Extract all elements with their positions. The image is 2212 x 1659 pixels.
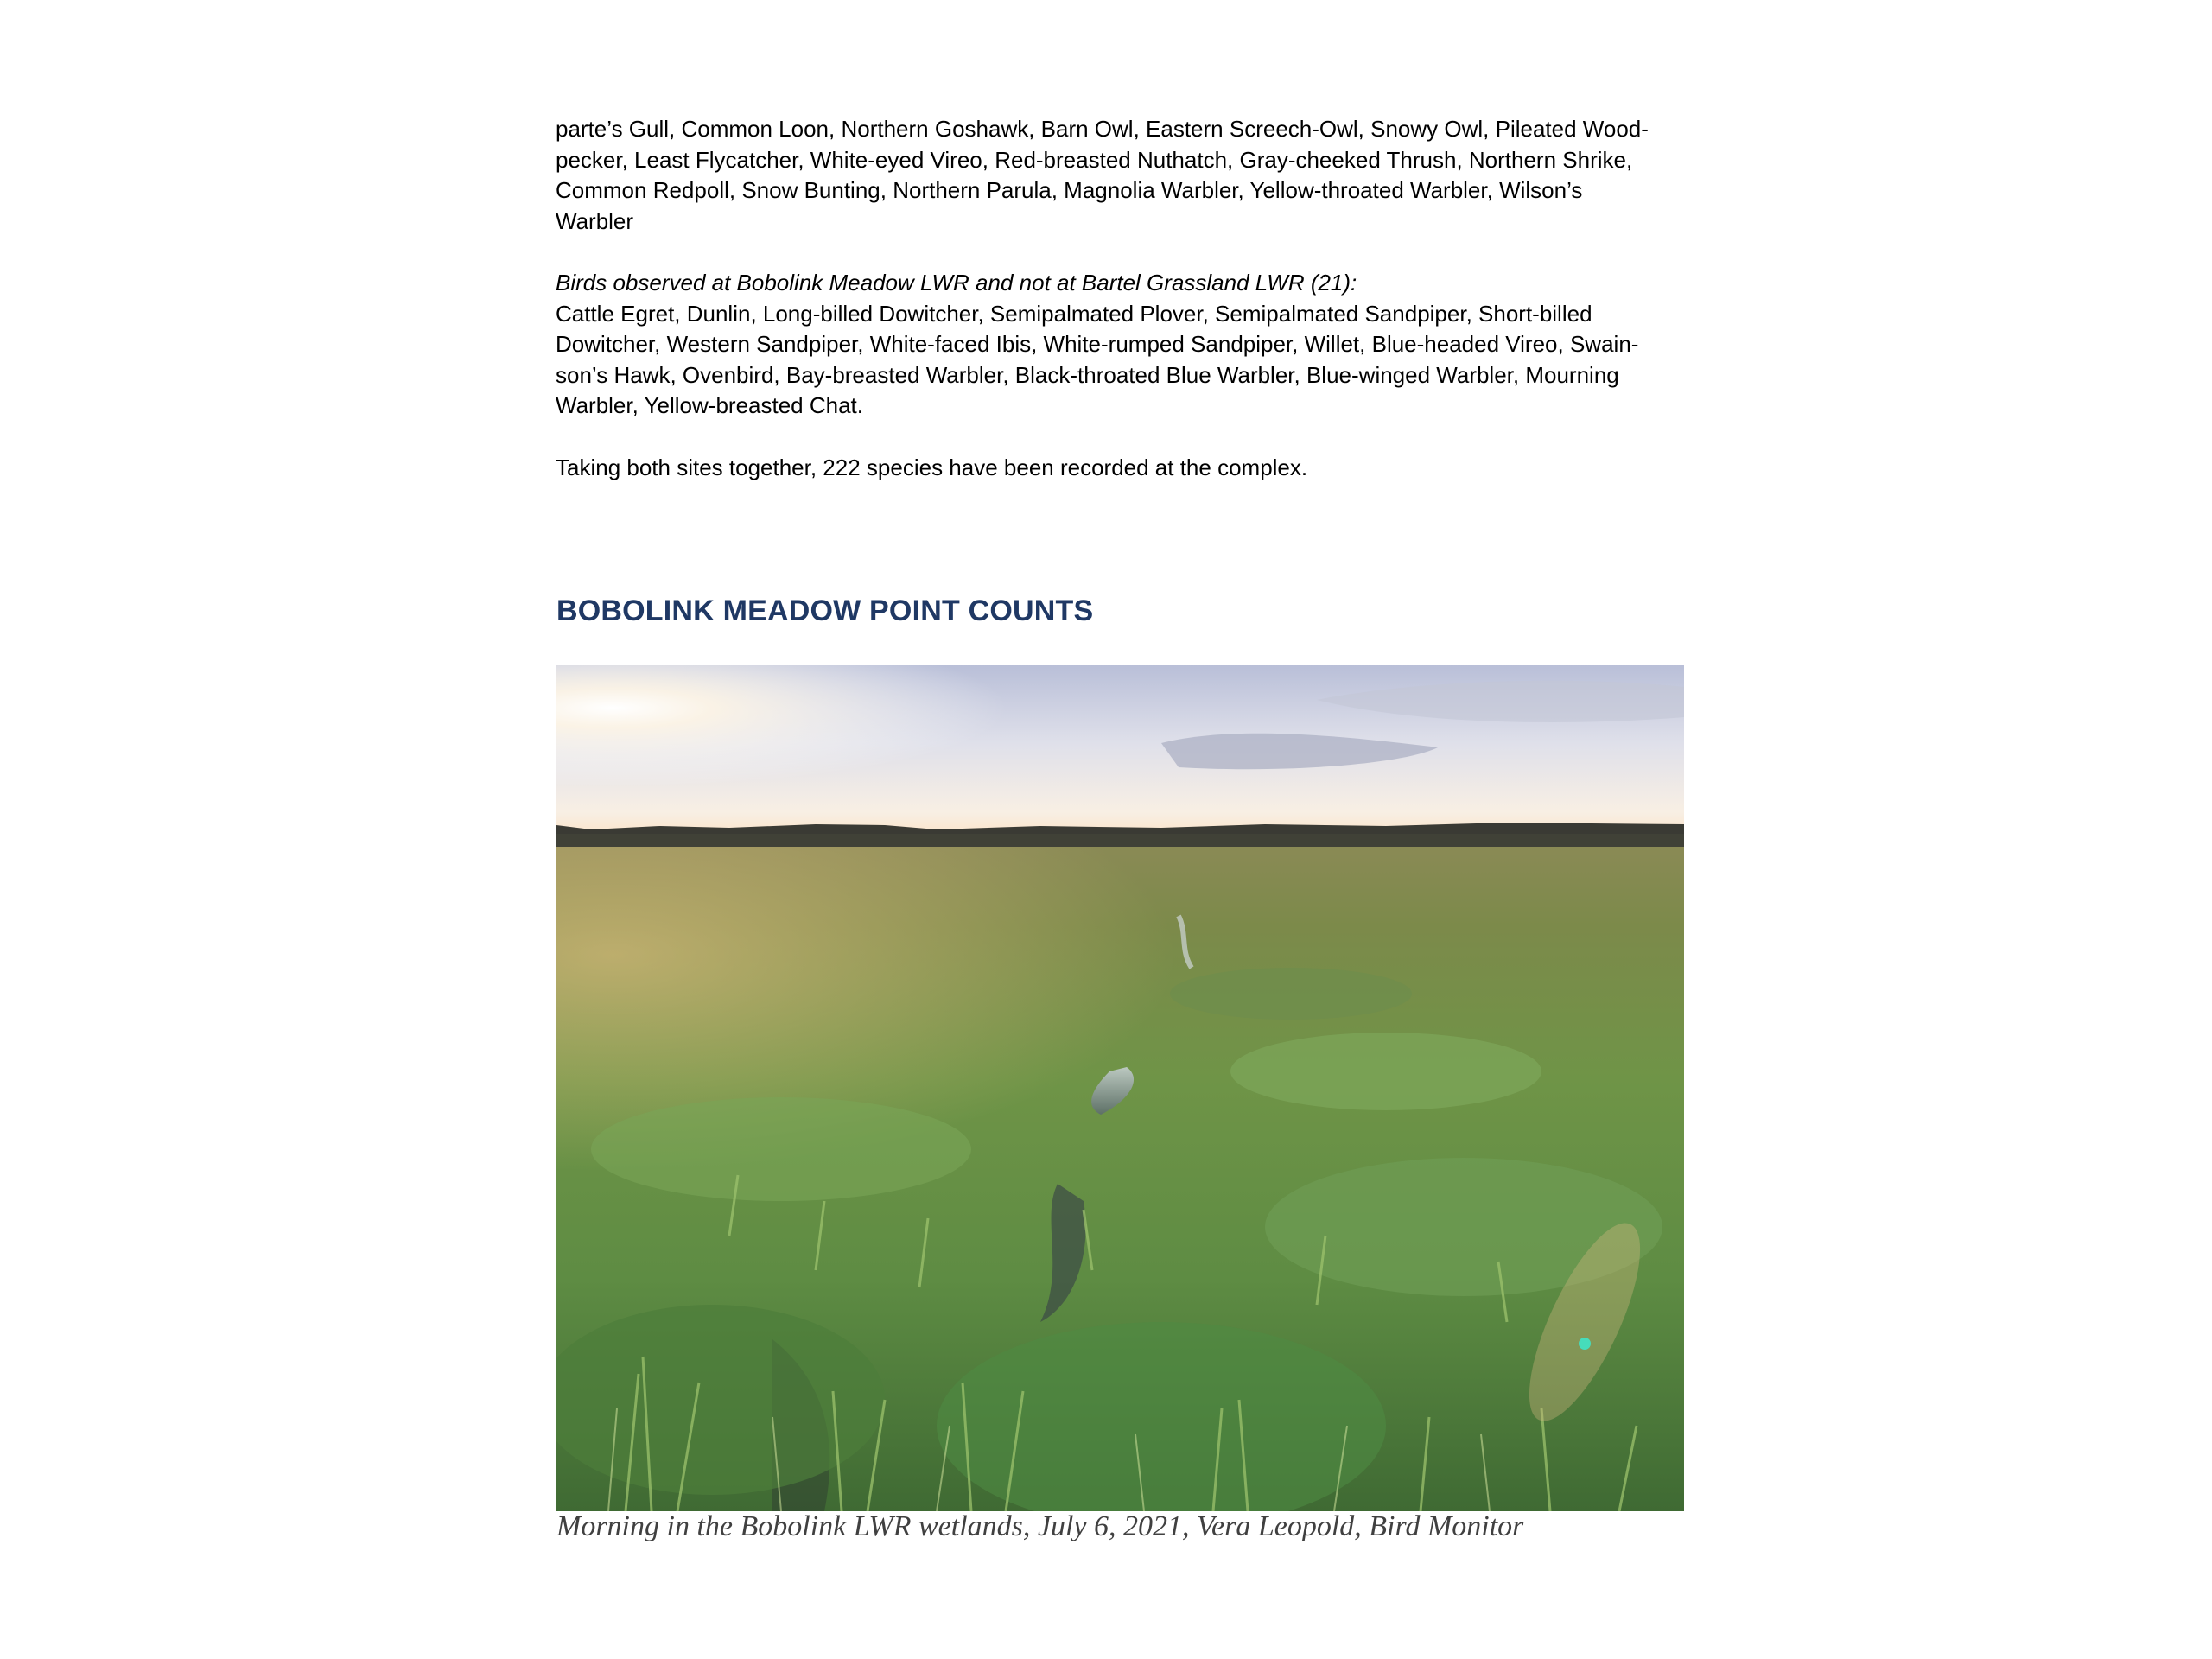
text-line: parte’s Gull, Common Loon, Northern Goshawk, Barn Owl, Eastern Screech-Owl, Snowy Owl, Pileated Wood- [556,116,1649,142]
text-line: pecker, Least Flycatcher, White-eyed Vireo, Red-breasted Nuthatch, Gray-cheeked Thrush, Northern Shrike, [556,146,1633,173]
subsection-heading: Birds observed at Bobolink Meadow LWR and not at Bartel Grassland LWR (21): [556,270,1357,296]
wetland-photo [556,665,1684,1511]
text-line: Common Redpoll, Snow Bunting, Northern Parula, Magnolia Warbler, Yellow-throated Warbler, Wilson’s [556,177,1583,203]
summary-paragraph [556,453,1688,484]
text-line: Warbler, Yellow-breasted Chat. [556,392,864,418]
text-line: Taking both sites together, 222 species have been recorded at the complex. [556,454,1308,480]
text-line: son’s Hawk, Ovenbird, Bay-breasted Warbler, Black-throated Blue Warbler, Blue-winged Warbler, Mourning [556,361,1619,388]
species-list-continuation [556,114,1688,237]
section-heading: BOBOLINK MEADOW POINT COUNTS [556,594,1094,627]
figure-caption: Morning in the Bobolink LWR wetlands, July 6, 2021, Vera Leopold, Bird Monitor [556,1510,1524,1542]
text-line: Warbler [556,207,634,234]
text-line: Dowitcher, Western Sandpiper, White-faced Ibis, White-rumped Sandpiper, Willet, Blue-headed Vireo, Swain- [556,331,1639,357]
text-line: Cattle Egret, Dunlin, Long-billed Dowitcher, Semipalmated Plover, Semipalmated Sandpiper, Short-billed [556,300,1592,327]
document-page [556,0,1688,1659]
bobolink-only-species [556,268,1688,422]
